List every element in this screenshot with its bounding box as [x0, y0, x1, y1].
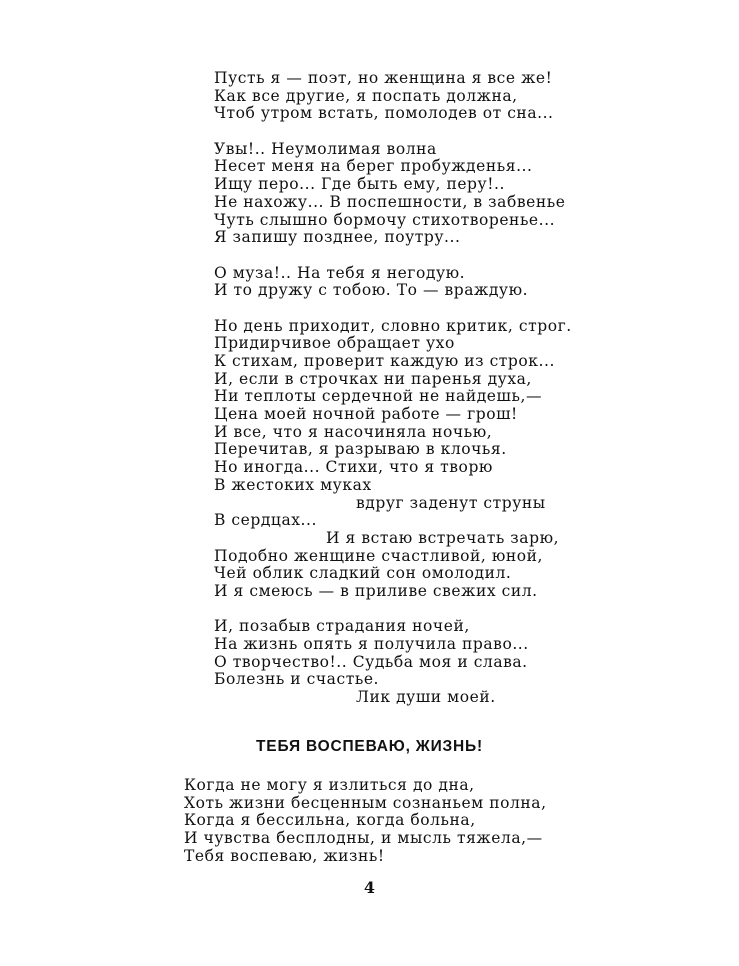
poem-beginning: [184, 777, 547, 865]
stanza-break: [214, 601, 572, 619]
poem-line: Когда не могу я излиться до дна,: [184, 776, 475, 794]
poem-line: И то дружу с тобою. То — враждую.: [214, 281, 529, 300]
poem-line: Когда я бессильна, когда больна,: [184, 811, 476, 830]
poem-line: О творчество!.. Судьба моя и слава.: [214, 652, 528, 671]
poem-line: Чей облик сладкий сон омолодил.: [214, 564, 512, 583]
poem-line: Как все другие, я поспать должна,: [214, 86, 518, 105]
poem-line: Но иногда... Стихи, что я творю: [214, 458, 493, 477]
poem-line: К стихам, проверит каждую из строк...: [214, 352, 555, 370]
poem-line: Ищу перо... Где быть ему, перу!..: [214, 175, 505, 194]
stanza-break: [214, 300, 572, 318]
stanza: [214, 70, 572, 123]
stanza: [214, 265, 572, 300]
stanza: [214, 618, 572, 706]
poem-continuation: [214, 70, 572, 707]
poem-line: Болезнь и счастье.: [214, 670, 380, 689]
poem-line: О муза!.. На тебя я негодую.: [214, 263, 466, 282]
stanza: [214, 141, 572, 247]
poem-line: Чтоб утром встать, помолодев от сна...: [214, 104, 554, 123]
poem-line: Подобно женщине счастливой, юной,: [214, 546, 543, 565]
poem-line: Пусть я — поэт, но женщина я все же!: [214, 69, 553, 87]
poem-title: ТЕБЯ ВОСПЕВАЮ, ЖИЗНЬ!: [256, 738, 483, 755]
poem-line: Придирчивое обращает ухо: [214, 334, 455, 353]
poem-line: И чувства бесплодны, и мысль тяжела,—: [184, 829, 543, 848]
stanza-break: [214, 247, 572, 265]
page-number: 4: [363, 878, 376, 897]
poem-line: Не нахожу... В поспешности, в забвенье: [214, 192, 566, 211]
stanza: [214, 318, 572, 601]
poem-line: Тебя воспеваю, жизнь!: [184, 846, 385, 865]
poem-line: Чуть слышно бормочу стихотворенье...: [214, 210, 556, 229]
poem-line: В сердцах...: [214, 511, 317, 530]
poem-line-indented: И я встаю встречать зарю,: [326, 528, 560, 547]
poem-line: Я запишу позднее, поутру...: [214, 228, 461, 247]
poem-line: Цена моей ночной работе — грош!: [214, 405, 518, 424]
poem-line: И все, что я насочиняла ночью,: [214, 422, 493, 441]
stanza-break: [214, 123, 572, 141]
poem-line: Перечитав, я разрываю в клочья.: [214, 440, 507, 459]
poem-line: Но день приходит, словно критик, строг.: [214, 316, 572, 335]
poem-line: Увы!.. Неумолимая волна: [214, 139, 437, 158]
poem-line: И, позабыв страдания ночей,: [214, 617, 470, 636]
poem-line-indented: вдруг заденут струны: [356, 493, 546, 512]
poem-line: В жестоких муках: [214, 475, 372, 494]
poem-line: Хоть жизни бесценным сознаньем полна,: [184, 793, 547, 812]
poem-line: На жизнь опять я получила право...: [214, 635, 529, 653]
poem-line: Ни теплоты сердечной не найдешь,—: [214, 387, 543, 406]
poem-line: Несет меня на берег пробужденья...: [214, 157, 533, 176]
poem-line-indented: Лик души моей.: [356, 688, 496, 707]
poem-line: И, если в строчках ни паренья духа,: [214, 369, 532, 388]
poem-line: И я смеюсь — в приливе свежих сил.: [214, 581, 538, 600]
